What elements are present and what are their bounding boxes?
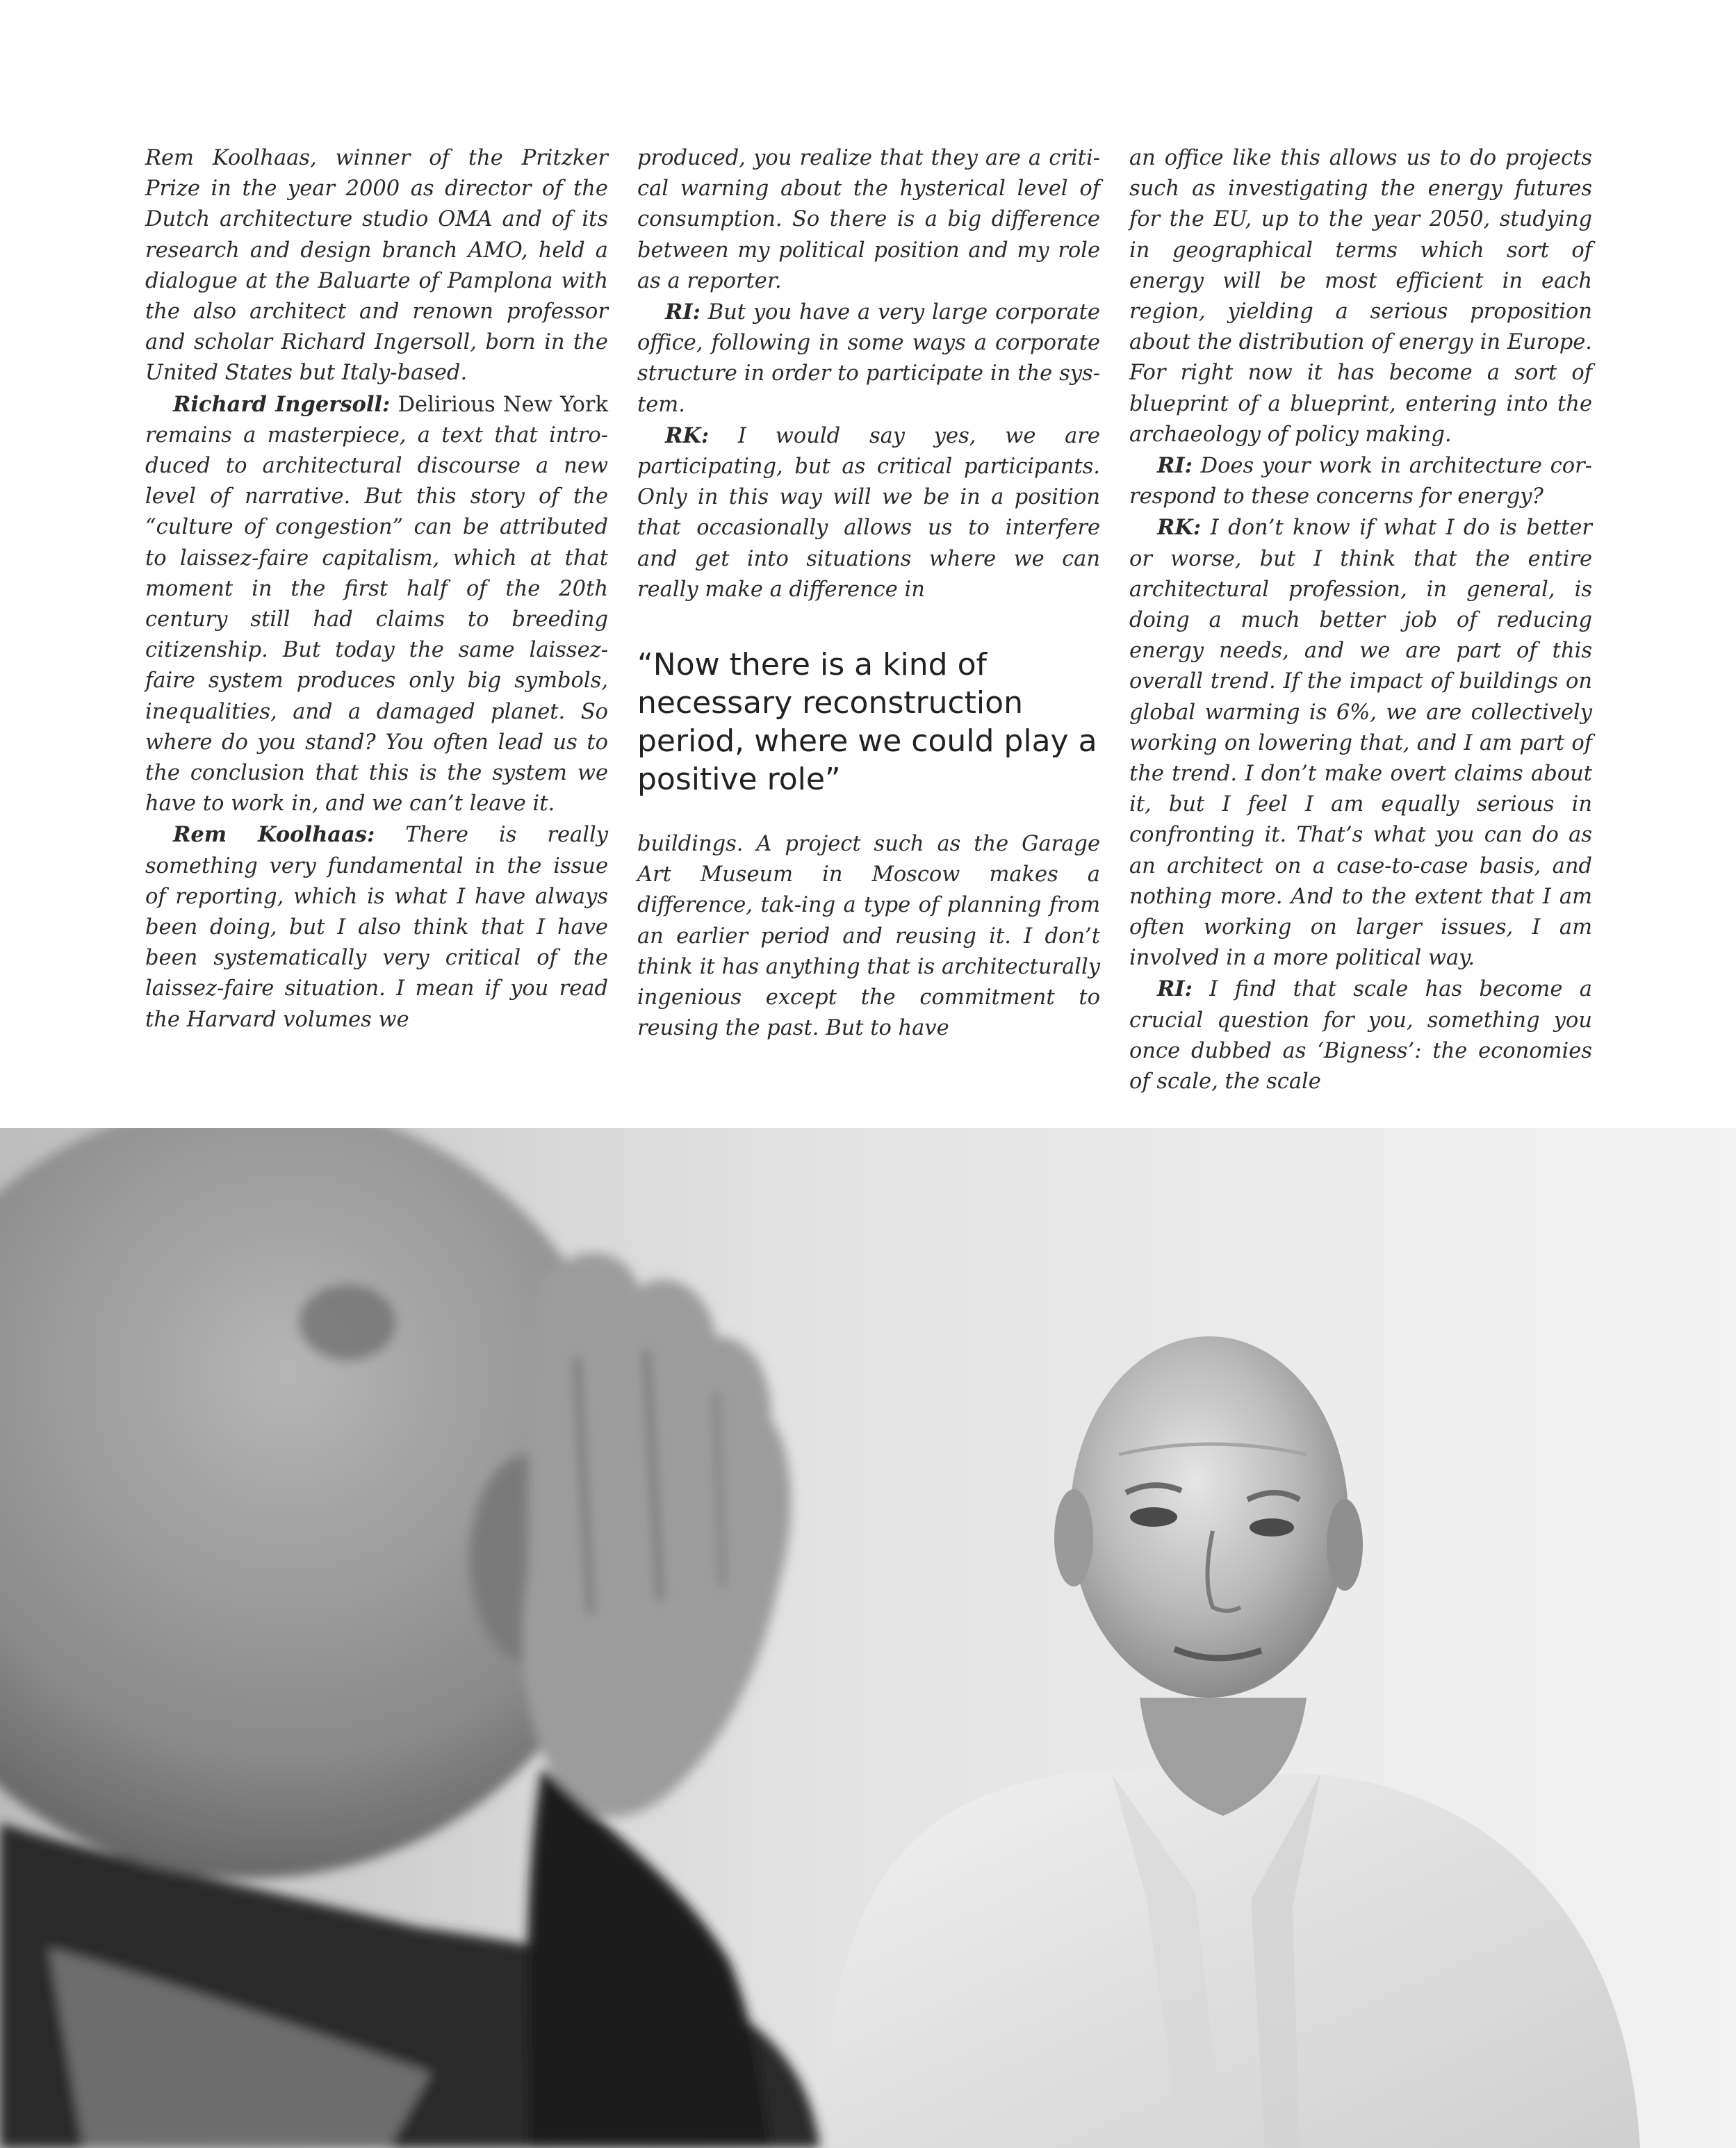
- book-title: Delirious New York: [398, 392, 608, 417]
- speaker-label: RI:: [1157, 976, 1193, 1002]
- paragraph-text: I don’t know if what I do is better or worse, but I think that the entire architectural profession, in general, is doing a much better job of reducing energy needs, and we are part of this overall trend. If the impact of buildings on global warming is 6%, we are collectively working on lowering that, and I am part of the trend. I don’t make overt claims about it, but I feel I am equally serious in confronting it. That’s what you can do as an architect on a case-to-case basis, and nothing more. And to the extent that I am often working on larger issues, I am involved in a more political way.: [1129, 516, 1592, 971]
- paragraph-text: I find that scale has become a crucial question for you, something you once dubbed as ‘Bigness’: the economies of scale, the scale: [1129, 977, 1592, 1095]
- paragraph-text: Does your work in architecture cor-respond to these concerns for energy?: [1129, 454, 1592, 509]
- paragraph-text: There is really something very fundamental in the issue of reporting, which is what I have always been doing, but I also think that I have been systematically very critical of the laissez-faire situation. I mean if you read the Harvard volumes we: [145, 823, 608, 1032]
- speaker-label: RK:: [665, 423, 710, 448]
- speaker-label: Rem Koolhaas:: [173, 822, 375, 848]
- speaker-label: RI:: [665, 300, 701, 325]
- article-column-3: [1129, 143, 1592, 1097]
- interview-photo: [0, 1128, 1736, 2148]
- right-person-head: [1070, 1336, 1348, 1698]
- bw-portrait-photo: [0, 1128, 1736, 2148]
- answer-paragraph: [637, 420, 1100, 605]
- article-column-1: [145, 143, 608, 1035]
- question-paragraph: [145, 389, 608, 820]
- speaker-label: Richard Ingersoll:: [173, 391, 391, 417]
- continuation-paragraph: buildings. A project such as the Garage Art Museum in Moscow makes a difference, tak-ing a type of planning from an earlier period and reusing it. I don’t think it has anything that is architecturally ingenious except the commitment to reusing the past. But to have: [637, 832, 1100, 1041]
- question-paragraph: [637, 297, 1100, 420]
- article-column-2: [637, 143, 1100, 1044]
- continuation-paragraph: an office like this allows us to do projects such as investigating the energy futures for the EU, up to the year 2050, studying in geographical terms which sort of energy will be most efficient in each region, yielding a serious proposition about the distribution of energy in Europe. For right now it has become a sort of blueprint of a blueprint, entering into the archaeology of policy making.: [1129, 146, 1592, 447]
- speaker-label: RK:: [1157, 515, 1202, 541]
- paragraph-text: I would say yes, we are participating, but as critical participants. Only in this way will we be in a position that occasionally allows us to interfere and get into situations where we can really make a difference in: [637, 423, 1100, 602]
- question-paragraph: [1129, 974, 1592, 1097]
- answer-paragraph: [145, 819, 608, 1035]
- pull-quote: “Now there is a kind of necessary reconstruction period, where we could play a positive role”: [637, 647, 1097, 798]
- paragraph-text: But you have a very large corporate office, following in some ways a corporate structure in order to participate in the sys-tem.: [637, 300, 1100, 417]
- continuation-paragraph: produced, you realize that they are a criti-cal warning about the hysterical level of consumption. So there is a big difference between my political position and my role as a reporter.: [637, 146, 1100, 293]
- intro-paragraph: Rem Koolhaas, winner of the Pritzker Prize in the year 2000 as director of the Dutch architecture studio OMA and of its research and design branch AMO, held a dialogue at the Baluarte of Pamplona with the also architect and renown professor and scholar Richard Ingersoll, born in the United States but Italy-based.: [145, 146, 608, 386]
- paragraph-text: remains a masterpiece, a text that intro-duced to architectural discourse a new level of narrative. But this story of the “culture of congestion” can be attributed to laissez-faire capitalism, which at that moment in the first half of the 20th century still had claims to breeding citizenship. But today the same laissez-faire system produces only big symbols, inequalities, and a damaged planet. So where do you stand? You often lead us to the conclusion that this is the system we have to work in, and we can’t leave it.: [145, 423, 608, 817]
- question-paragraph: [1129, 450, 1592, 512]
- answer-paragraph: [1129, 512, 1592, 974]
- speaker-label: RI:: [1157, 453, 1193, 479]
